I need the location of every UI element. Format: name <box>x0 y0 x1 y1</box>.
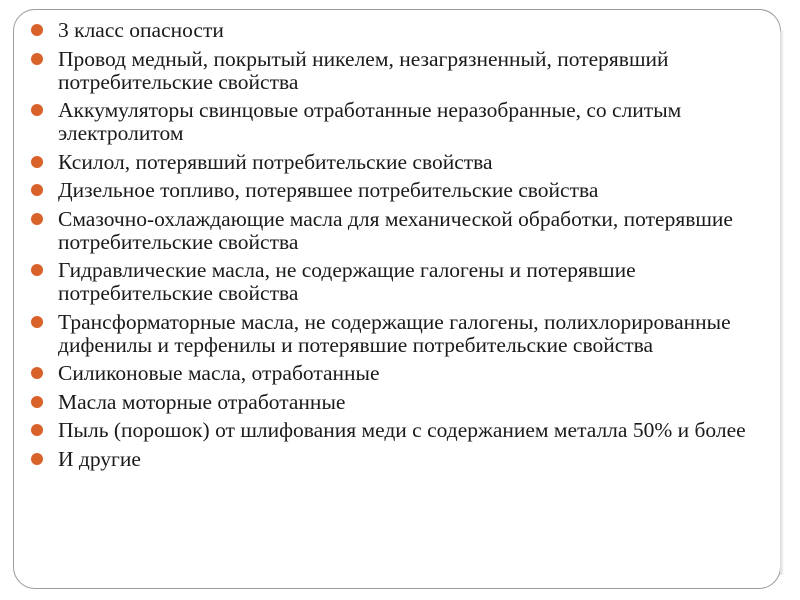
list-item-text: Трансформаторные масла, не содержащие галогены, полихлорированные дифенилы и терфенилы и потерявшие потребительские свойства <box>58 309 731 357</box>
bullet-dot-icon <box>31 53 43 65</box>
bullet-dot-icon <box>31 156 43 168</box>
list-item <box>31 48 761 94</box>
list-item-text: Силиконовые масла, отработанные <box>58 361 380 385</box>
bullet-dot-icon <box>31 453 43 465</box>
bullet-dot-icon <box>31 104 43 116</box>
bullet-dot-icon <box>31 184 43 196</box>
list-item <box>31 448 761 471</box>
bullet-dot-icon <box>31 24 43 36</box>
bullet-dot-icon <box>31 213 43 225</box>
list-item <box>31 419 761 442</box>
list-item-text: Аккумуляторы свинцовые отработанные неразобранные, со слитым электролитом <box>58 98 682 145</box>
list-item <box>31 19 761 42</box>
slide-shadow <box>780 30 784 575</box>
bullet-dot-icon <box>31 316 43 328</box>
list-item-text: Смазочно-охлаждающие масла для механической обработки, потерявшие потребительские свойства <box>58 206 733 254</box>
bullet-dot-icon <box>31 264 43 276</box>
bullet-dot-icon <box>31 424 43 436</box>
list-item <box>31 208 761 254</box>
list-item <box>31 362 761 385</box>
list-item-text: 3 класс опасности <box>58 18 224 42</box>
list-item <box>31 311 761 357</box>
list-item <box>31 151 761 174</box>
list-item <box>31 391 761 414</box>
list-item <box>31 179 761 202</box>
list-item-text: Ксилол, потерявший потребительские свойства <box>58 149 493 174</box>
list-item <box>31 99 761 145</box>
list-item-text: Масла моторные отработанные <box>58 389 346 414</box>
list-item-text: Дизельное топливо, потерявшее потребительские свойства <box>58 178 599 202</box>
list-item-text: Провод медный, покрытый никелем, незагрязненный, потерявший потребительские свойства <box>58 46 669 94</box>
list-item-text: И другие <box>58 446 141 471</box>
bullet-dot-icon <box>31 367 43 379</box>
list-item-text: Пыль (порошок) от шлифования меди с содержанием металла 50% и более <box>58 418 746 442</box>
bullet-list <box>31 19 761 476</box>
bullet-dot-icon <box>31 396 43 408</box>
list-item-text: Гидравлические масла, не содержащие галогены и потерявшие потребительские свойства <box>58 258 636 305</box>
list-item <box>31 259 761 305</box>
